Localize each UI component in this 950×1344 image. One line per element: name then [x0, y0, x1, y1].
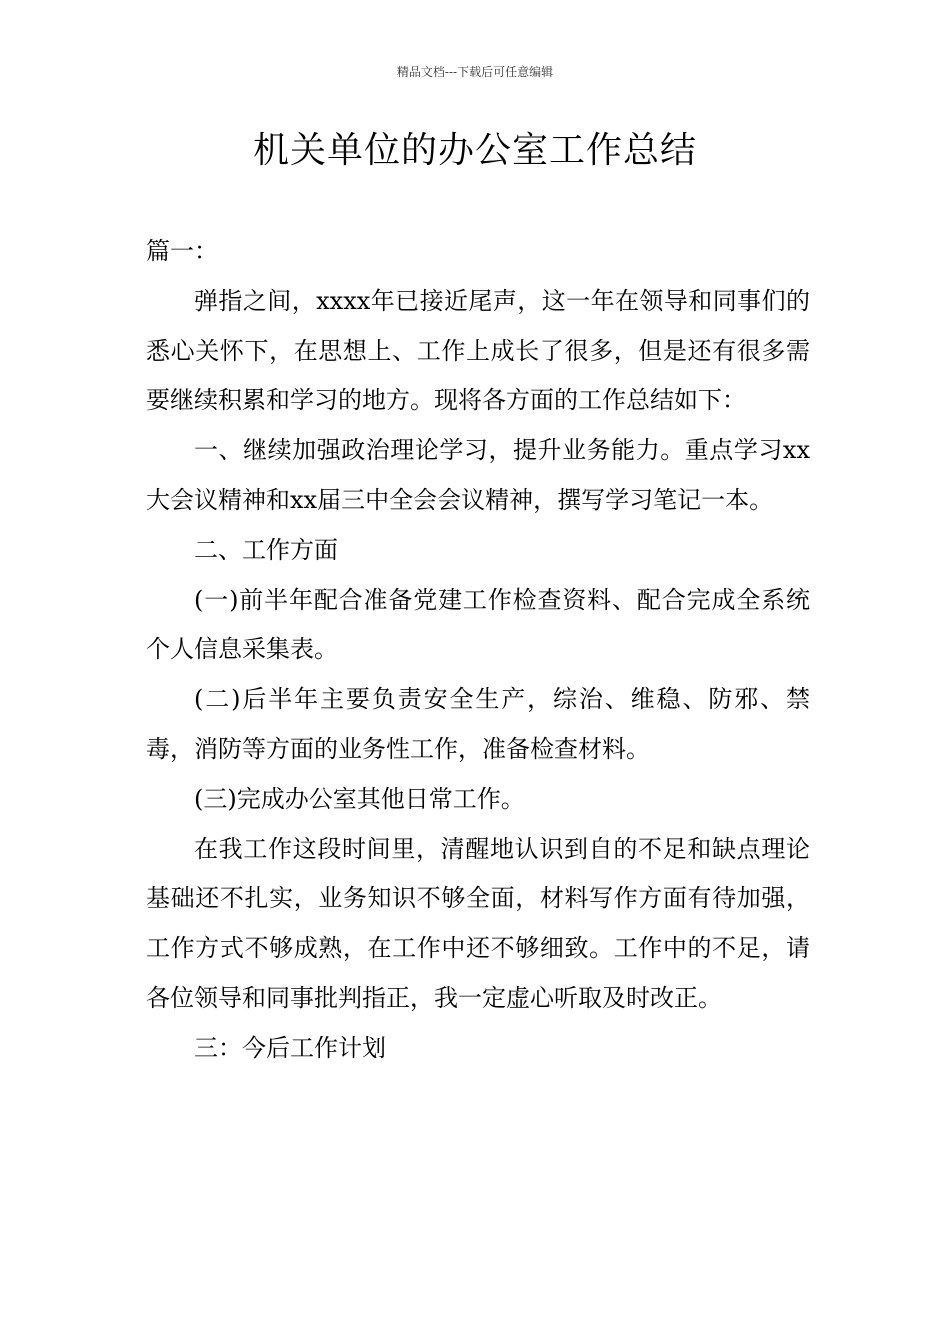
paragraph-study: 一、继续加强政治理论学习，提升业务能力。重点学习xx大会议精神和xx届三中全会会议精神，撰写学习笔记一本。 — [146, 436, 810, 514]
paragraph-intro: 弹指之间，xxxx年已接近尾声，这一年在领导和同事们的悉心关怀下，在思想上、工作上成长了很多，但是还有很多需要继续积累和学习的地方。现将各方面的工作总结如下： — [146, 286, 810, 415]
document-title: 机关单位的办公室工作总结 — [252, 130, 697, 171]
paragraph-work-item-1: (一)前半年配合准备党建工作检查资料、配合完成全系统个人信息采集表。 — [146, 585, 810, 664]
header-note: 精品文档---下载后可任意编辑 — [396, 65, 554, 79]
section-label: 篇一： — [146, 237, 218, 265]
paragraph-work-heading: 二、工作方面 — [194, 535, 338, 564]
paragraph-work-item-2: (二)后半年主要负责安全生产，综治、维稳、防邪、禁毒，消防等方面的业务性工作，准备检查材料。 — [146, 685, 810, 763]
paragraph-shortcomings: 在我工作这段时间里，清醒地认识到自的不足和缺点理论基础还不扎实，业务知识不够全面，材料写作方面有待加强，工作方式不够成熟，在工作中还不够细致。工作中的不足，请各位领导和同事批判指正，我一定虚心听取及时改正。 — [146, 834, 810, 1012]
paragraph-work-item-3: (三)完成办公室其他日常工作。 — [194, 784, 525, 813]
paragraph-future-plan-heading: 三：今后工作计划 — [194, 1033, 386, 1062]
document-body — [146, 227, 810, 1074]
